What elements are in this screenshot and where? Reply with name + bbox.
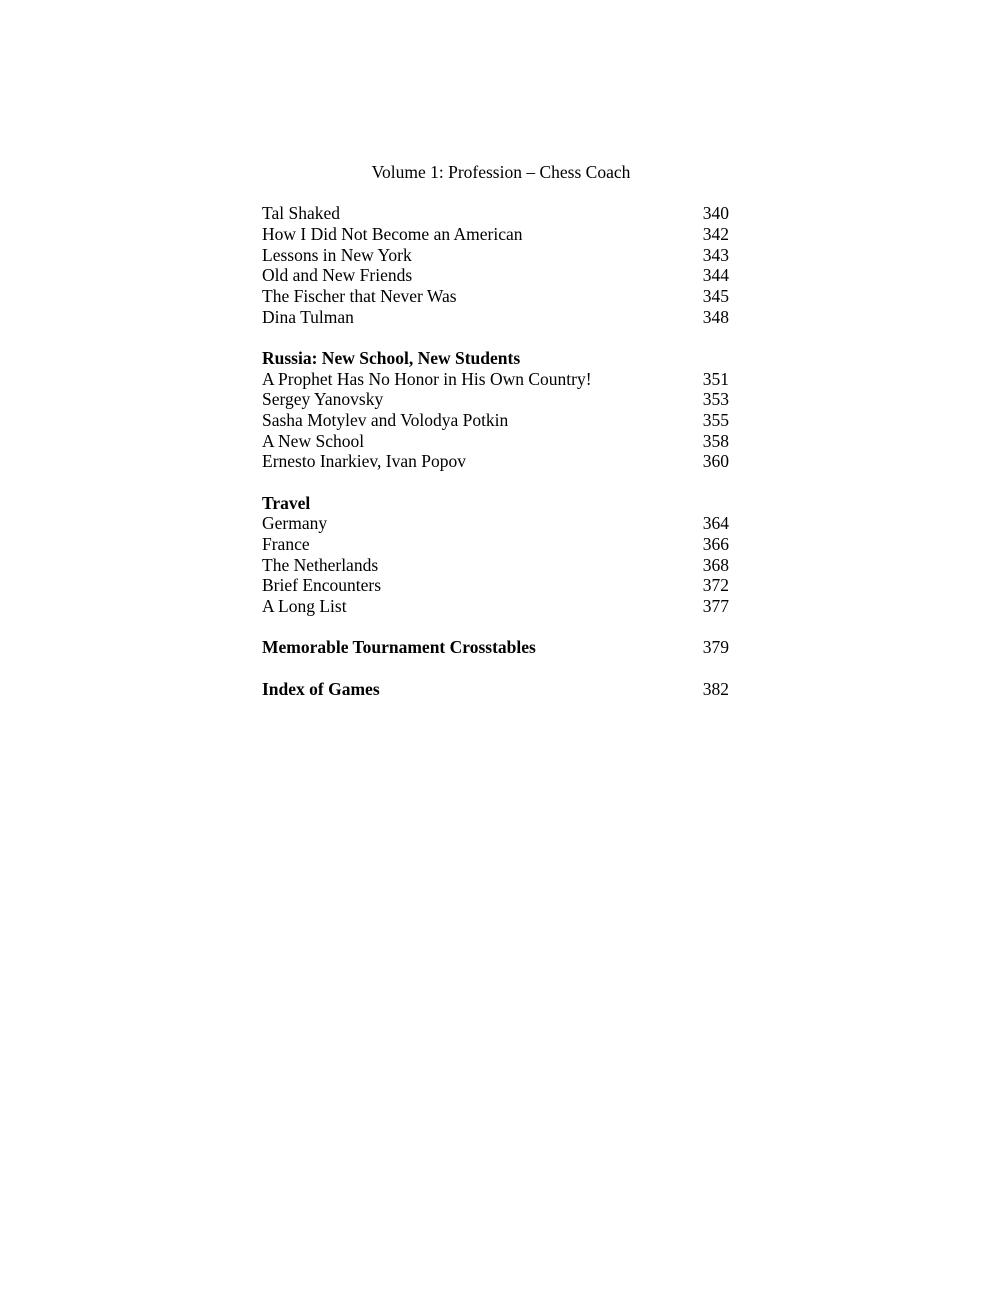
toc-entry-label: A New School (262, 430, 365, 451)
spacer (262, 617, 732, 638)
toc-entry-page: 360 (702, 451, 729, 472)
toc-entry-page: 345 (702, 285, 729, 306)
toc-entry-label: Memorable Tournament Crosstables (262, 637, 536, 658)
section-heading: Travel (262, 492, 311, 513)
toc-entry-label: The Netherlands (262, 554, 379, 575)
toc-entry (262, 245, 732, 266)
toc-entry-label: How I Did Not Become an American (262, 223, 523, 244)
toc-entry-label: Ernesto Inarkiev, Ivan Popov (262, 451, 466, 472)
toc-entry-page: 351 (702, 368, 729, 389)
toc-entry-label: Sasha Motylev and Volodya Potkin (262, 409, 509, 430)
toc-entry-page: 358 (702, 430, 729, 451)
toc-entry-label: France (262, 534, 310, 554)
toc-entry-page: 366 (702, 534, 729, 554)
toc-entry (262, 286, 732, 307)
toc-entry-page: 344 (702, 265, 729, 286)
toc-entry (262, 203, 732, 224)
toc-entry-page: 342 (702, 223, 729, 244)
toc-entry-page: 343 (702, 244, 729, 265)
spacer (262, 472, 732, 493)
toc-entry (262, 575, 732, 596)
spacer (262, 658, 732, 679)
toc-entry-label: Old and New Friends (262, 265, 413, 286)
toc-entry-label: The Fischer that Never Was (262, 285, 457, 306)
toc-entry-label: Tal Shaked (262, 203, 340, 224)
toc-entry-page: 377 (702, 596, 729, 617)
toc-entry-crosstables (262, 637, 732, 658)
toc-entry-page: 340 (702, 203, 729, 224)
toc-entry (262, 265, 732, 286)
toc-entry-page: 382 (702, 678, 729, 699)
table-of-contents (262, 162, 732, 699)
toc-entry-label: Sergey Yanovsky (262, 389, 384, 410)
toc-entry-index (262, 679, 732, 700)
toc-entry (262, 307, 732, 328)
toc-entry (262, 555, 732, 576)
toc-entry (262, 389, 732, 410)
toc-entry (262, 451, 732, 472)
toc-entry-label: Germany (262, 513, 328, 534)
toc-entry-page: 355 (702, 409, 729, 430)
toc-entry-label: A Prophet Has No Honor in His Own Country! (262, 368, 592, 389)
toc-entry-label: Brief Encounters (262, 575, 382, 596)
toc-entry-label: A Long List (262, 596, 347, 617)
section-heading: Russia: New School, New Students (262, 347, 521, 368)
spacer (262, 327, 732, 348)
toc-entry (262, 513, 732, 534)
toc-entry (262, 534, 732, 555)
toc-title: Volume 1: Profession – Chess Coach (371, 162, 631, 182)
toc-entry-page: 372 (702, 575, 729, 596)
toc-entry-page: 348 (702, 306, 729, 327)
toc-entry (262, 410, 732, 431)
toc-entry-label: Dina Tulman (262, 306, 354, 327)
toc-entry-page: 379 (702, 637, 729, 658)
toc-entry (262, 369, 732, 390)
toc-entry-label: Index of Games (262, 678, 380, 699)
toc-entry-label: Lessons in New York (262, 244, 412, 265)
spacer (262, 183, 732, 204)
toc-entry-page: 364 (702, 513, 729, 534)
toc-entry (262, 224, 732, 245)
toc-entry-page: 353 (702, 389, 729, 410)
toc-entry (262, 431, 732, 452)
toc-entry-page: 368 (702, 554, 729, 575)
toc-entry (262, 596, 732, 617)
